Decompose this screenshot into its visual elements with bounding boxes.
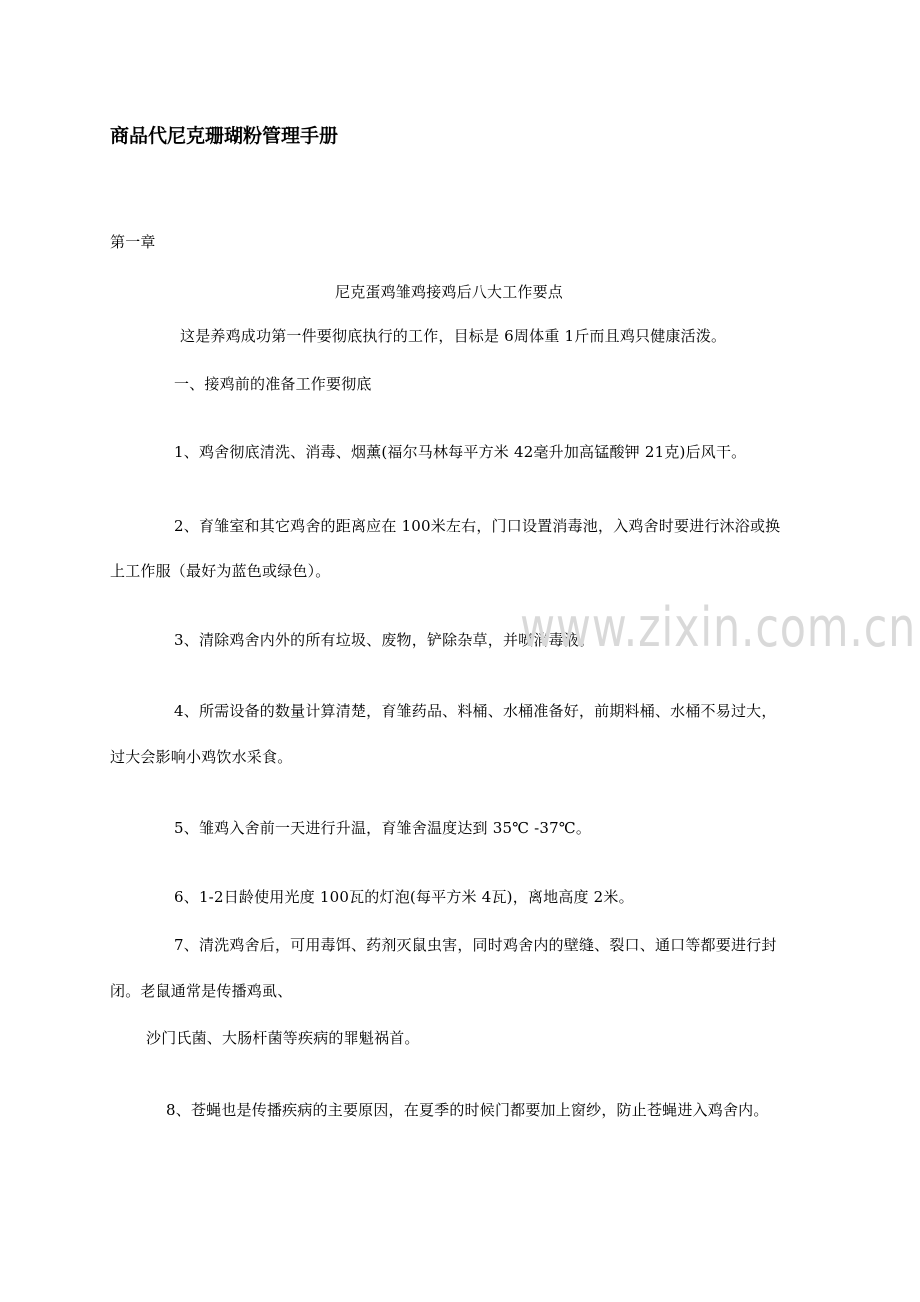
list-item-7-line-1: 7、清洗鸡舍后，可用毒饵、药剂灭鼠虫害，同时鸡舍内的壁缝、裂口、通口等都要进行封	[174, 936, 777, 954]
list-item-6: 6、1-2日龄使用光度 100瓦的灯泡(每平方米 4瓦)，离地高度 2米。	[174, 888, 634, 906]
list-item-8: 8、苍蝇也是传播疾病的主要原因，在夏季的时候门都要加上窗纱，防止苍蝇进入鸡舍内。	[166, 1101, 769, 1119]
heading-preparation: 一、接鸡前的准备工作要彻底	[174, 375, 372, 393]
list-item-2-line-1: 2、育雏室和其它鸡舍的距离应在 100米左右，门口设置消毒池，入鸡舍时要进行沐浴或换	[174, 517, 781, 535]
intro-paragraph: 这是养鸡成功第一件要彻底执行的工作，目标是 6周体重 1斤而且鸡只健康活泼。	[180, 327, 727, 345]
list-item-4-line-1: 4、所需设备的数量计算清楚，育雏药品、料桶、水桶准备好，前期料桶、水桶不易过大，	[174, 702, 777, 720]
list-item-3: 3、清除鸡舍内外的所有垃圾、废物，铲除杂草，并喷消毒液。	[174, 631, 595, 649]
document-title: 商品代尼克珊瑚粉管理手册	[110, 125, 339, 147]
list-item-2-line-2: 上工作服（最好为蓝色或绿色）。	[110, 562, 331, 580]
chapter-label: 第一章	[110, 233, 156, 251]
list-item-7-line-3: 沙门氏菌、大肠杆菌等疾病的罪魁祸首。	[146, 1029, 420, 1047]
list-item-4-line-2: 过大会影响小鸡饮水采食。	[110, 748, 293, 766]
list-item-1: 1、鸡舍彻底清洗、消毒、烟薰(福尔马林每平方米 42毫升加高锰酸钾 21克)后风干。	[174, 443, 747, 461]
list-item-5: 5、雏鸡入舍前一天进行升温，育雏舍温度达到 35℃ -37℃。	[174, 819, 592, 837]
list-item-7-line-2: 闭。老鼠通常是传播鸡虱、	[110, 982, 293, 1000]
watermark: www.zixin.com.cn	[520, 596, 917, 659]
section-title: 尼克蛋鸡雏鸡接鸡后八大工作要点	[335, 283, 564, 301]
